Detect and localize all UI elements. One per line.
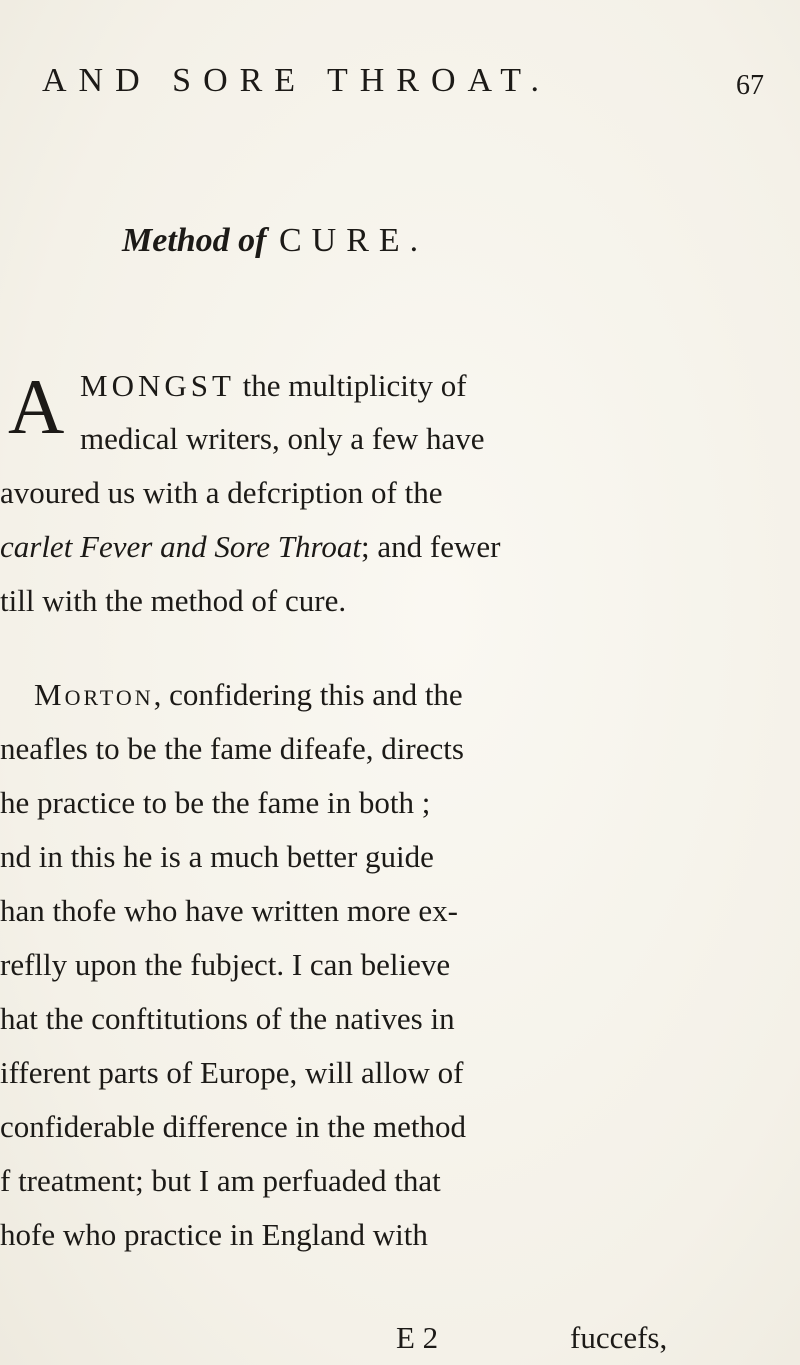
paragraph1-line1: [80, 370, 467, 401]
author-name: Morton: [34, 677, 154, 712]
paragraph2-line11: hofe who practice in England with: [0, 1217, 428, 1252]
heading-caps: CURE.: [279, 222, 429, 259]
heading-italic: Method of: [122, 222, 267, 259]
paragraph2-line2: neafles to be the fame difeafe, directs: [0, 731, 464, 766]
paragraph2-line1: [34, 679, 463, 710]
paragraph2-line8: ifferent parts of Europe, will allow of: [0, 1055, 464, 1090]
running-head: AND SORE THROAT.: [42, 62, 552, 99]
section-heading: [122, 222, 428, 260]
page-number: 67: [736, 70, 764, 101]
paragraph2-line3: he practice to be the fame in both ;: [0, 785, 431, 820]
line1-caps: MONGST: [80, 368, 235, 403]
paragraph2-line5: han thofe who have written more ex-: [0, 893, 458, 928]
paragraph2-line6: reflly upon the fubject. I can believe: [0, 947, 451, 982]
line4-rest: ; and fewer: [361, 529, 501, 564]
paragraph1-line5: till with the method of cure.: [0, 583, 347, 618]
p2-line1-rest: , confidering this and the: [153, 677, 463, 712]
signature-mark: E 2: [396, 1320, 439, 1355]
paragraph2-line4: nd in this he is a much better guide: [0, 839, 434, 874]
paragraph2-line7: hat the conftitutions of the natives in: [0, 1001, 455, 1036]
paragraph1-line3: avoured us with a defcription of the: [0, 475, 443, 510]
paragraph2-line10: f treatment; but I am perfuaded that: [0, 1163, 441, 1198]
paragraph1-line4: [0, 531, 500, 562]
catchword: fuccefs,: [570, 1320, 668, 1355]
line1-rest: the multiplicity of: [234, 368, 467, 403]
paragraph2-line9: confiderable difference in the method: [0, 1109, 466, 1144]
line4-italic: carlet Fever and Sore Throat: [0, 529, 362, 564]
paragraph1-line2: medical writers, only a few have: [80, 421, 485, 456]
drop-cap: A: [8, 363, 65, 450]
